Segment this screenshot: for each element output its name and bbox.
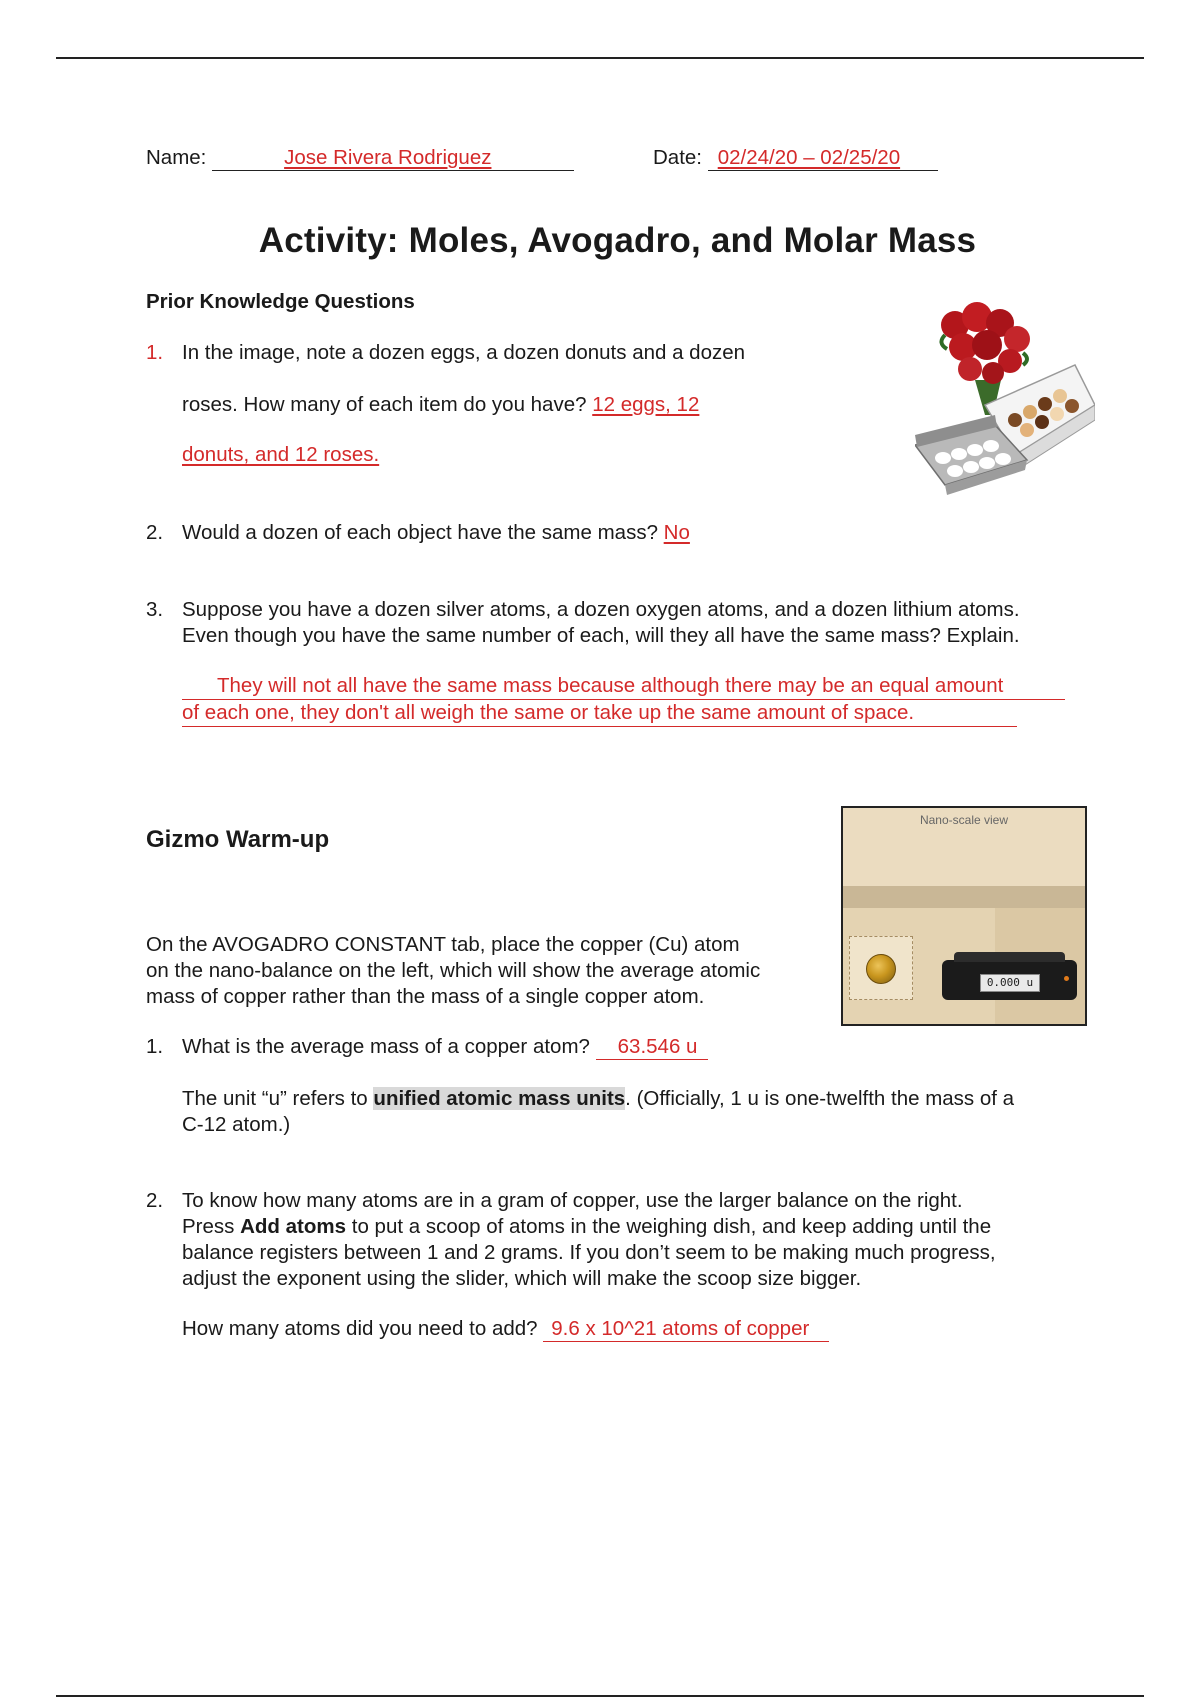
balance-indicator-light [1064, 976, 1069, 981]
q3-line2: Even though you have the same number of each, will they all have the same mass? Explain. [182, 624, 1020, 647]
q3-answer-line1 [182, 673, 1065, 700]
note-bold-term: unified atomic mass units [373, 1087, 626, 1110]
name-label: Name: [146, 146, 207, 169]
warmup-q1-answer-field[interactable] [596, 1037, 708, 1060]
warmup-q1-note [182, 1086, 1014, 1112]
bottom-rule [56, 1695, 1144, 1697]
dozen-items-illustration [915, 295, 1095, 515]
gizmo-caption: Nano-scale view [919, 813, 1009, 827]
q1-line1: In the image, note a dozen eggs, a dozen donuts and a dozen [182, 341, 746, 364]
page-title: Activity: Moles, Avogadro, and Molar Mass [258, 221, 977, 260]
q3-answer-text1: They will not all have the same mass because although there may be an equal amount [217, 674, 1004, 697]
q2-text: Would a dozen of each object have the same mass? [182, 521, 658, 544]
warmup-heading: Gizmo Warm-up [146, 826, 330, 853]
q1-line2-text: roses. How many of each item do you have? [182, 393, 587, 416]
q3-number: 3. [146, 598, 164, 621]
copper-atom-icon[interactable] [866, 954, 896, 984]
q1-line2 [182, 392, 699, 418]
q2-line2-post: to put a scoop of atoms in the weighing dish, and keep adding until the [351, 1215, 992, 1238]
q3-answer-block [182, 673, 1065, 727]
date-label: Date: [653, 146, 702, 169]
q2-answer: No [663, 521, 690, 544]
note-post: . (Officially, 1 u is one-twelfth the mass of a [625, 1087, 1015, 1110]
warmup-q2-line2 [182, 1214, 991, 1240]
add-atoms-label: Add atoms [240, 1215, 347, 1238]
warmup-q1-answer: 63.546 u [617, 1035, 698, 1058]
name-field[interactable] [212, 148, 574, 171]
warmup-intro-line2: on the nano-balance on the left, which will show the average atomic [146, 959, 761, 982]
name-row [146, 145, 574, 171]
nano-balance[interactable] [942, 952, 1077, 1002]
q1-number: 1. [146, 341, 164, 364]
q2-line [182, 520, 690, 546]
top-rule [56, 57, 1144, 59]
warmup-q2-number: 2. [146, 1189, 164, 1212]
warmup-q2-answer: 9.6 x 10^21 atoms of copper [551, 1317, 810, 1340]
warmup-q1-text: What is the average mass of a copper atom? [182, 1035, 590, 1058]
balance-pan [954, 952, 1065, 962]
warmup-q2-line3: balance registers between 1 and 2 grams. If you don’t seem to be making much progress, [182, 1241, 996, 1264]
warmup-q2-line1: To know how many atoms are in a gram of copper, use the larger balance on the right. [182, 1189, 963, 1212]
warmup-intro-line3: mass of copper rather than the mass of a single copper atom. [146, 985, 705, 1008]
warmup-q1-note-line2: C-12 atom.) [182, 1113, 291, 1136]
q2-number: 2. [146, 521, 164, 544]
q3-line1: Suppose you have a dozen silver atoms, a dozen oxygen atoms, and a dozen lithium atoms. [182, 598, 1020, 621]
copper-atom-tray[interactable] [849, 936, 913, 1000]
page-title-wrap [0, 221, 1200, 261]
prior-heading-wrap [146, 290, 415, 314]
q2-line2-pre: Press [182, 1215, 235, 1238]
warmup-q1-number: 1. [146, 1035, 164, 1058]
q1-answer-a: 12 eggs, 12 [592, 393, 700, 416]
warmup-q2-prompt: How many atoms did you need to add? [182, 1317, 538, 1340]
prior-heading: Prior Knowledge Questions [146, 290, 415, 313]
date-row [653, 145, 938, 171]
balance-readout: 0.000 u [980, 974, 1040, 992]
warmup-q2-line4: adjust the exponent using the slider, which will make the scoop size bigger. [182, 1267, 862, 1290]
warmup-q2-answer-field[interactable] [543, 1319, 829, 1342]
warmup-q2-prompt-line [182, 1316, 829, 1342]
note-pre: The unit “u” refers to [182, 1087, 368, 1110]
warmup-intro-line1: On the AVOGADRO CONSTANT tab, place the copper (Cu) atom [146, 933, 740, 956]
q1-answer-b: donuts, and 12 roses. [182, 443, 380, 466]
q3-answer-line2 [182, 700, 1017, 727]
date-value: 02/24/20 – 02/25/20 [717, 146, 901, 169]
date-field[interactable] [708, 148, 938, 171]
q3-answer-text2: of each one, they don't all weigh the same or take up the same amount of space. [182, 701, 915, 724]
warmup-q1-line [182, 1034, 708, 1060]
name-value: Jose Rivera Rodriguez [284, 146, 492, 169]
warmup-heading-wrap [146, 826, 329, 854]
gizmo-shelf [843, 886, 1085, 908]
gizmo-nano-view [841, 806, 1087, 1026]
